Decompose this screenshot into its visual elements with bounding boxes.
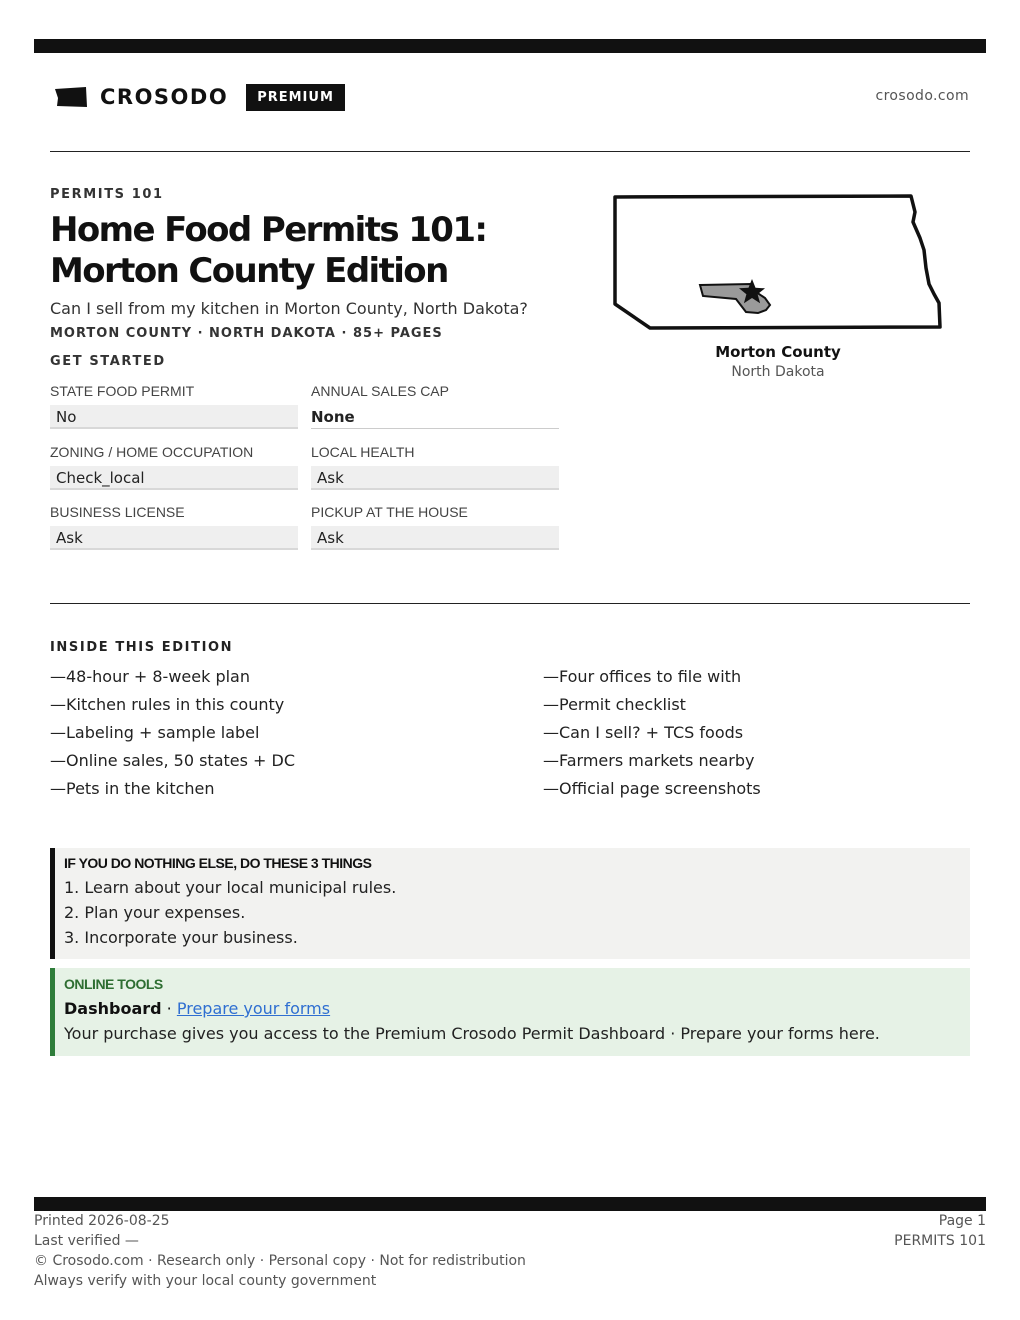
field-label: ZONING / HOME OCCUPATION — [50, 444, 254, 460]
dashboard-label: Dashboard — [64, 999, 162, 1018]
verify-note: Always verify with your local county government — [34, 1273, 377, 1289]
divider — [50, 603, 970, 604]
map-state-label: North Dakota — [731, 364, 825, 380]
field-value: Ask — [50, 526, 298, 550]
last-verified: Last verified — — [34, 1233, 139, 1249]
north-dakota-map-icon — [610, 190, 946, 335]
field-label: STATE FOOD PERMIT — [50, 383, 195, 399]
state-food-permit-field — [50, 383, 298, 429]
edition-meta: MORTON COUNTY · NORTH DAKOTA · 85+ PAGES — [50, 326, 443, 341]
prepare-forms-link[interactable]: Prepare your forms — [176, 999, 331, 1018]
online-tools-callout — [50, 968, 970, 1056]
field-value: No — [50, 405, 298, 429]
copyright: © Crosodo.com · Research only · Personal copy · Not for redistribution — [34, 1253, 526, 1269]
contents-list-right — [543, 666, 761, 806]
page-title: Home Food Permits 101: Morton County Edition — [50, 210, 487, 291]
list-item: —Farmers markets nearby — [543, 751, 755, 770]
page-number: Page 1 — [938, 1213, 986, 1229]
business-license-field — [50, 504, 298, 550]
inside-edition-heading: INSIDE THIS EDITION — [50, 640, 234, 655]
brand-name: CROSODO — [100, 85, 229, 109]
map-county-label: Morton County — [715, 343, 841, 361]
list-item: —48-hour + 8-week plan — [50, 667, 250, 686]
list-item: —Online sales, 50 states + DC — [50, 751, 296, 770]
field-label: LOCAL HEALTH — [311, 444, 415, 460]
list-item: —Pets in the kitchen — [50, 779, 215, 798]
contents-list-left — [50, 666, 295, 806]
printed-date: Printed 2026-08-25 — [34, 1213, 170, 1229]
field-label: PICKUP AT THE HOUSE — [311, 504, 468, 520]
brand — [54, 82, 345, 112]
page-subtitle: Can I sell from my kitchen in Morton County, North Dakota? — [50, 299, 528, 318]
list-item: —Four offices to file with — [543, 667, 742, 686]
field-value: None — [311, 405, 559, 429]
list-item: 2. Plan your expenses. — [64, 903, 246, 922]
zoning-field — [50, 444, 298, 490]
field-value: Ask — [311, 526, 559, 550]
divider — [50, 151, 970, 152]
field-value: Ask — [311, 466, 559, 490]
list-item: 3. Incorporate your business. — [64, 928, 298, 947]
list-item: —Can I sell? + TCS foods — [543, 723, 744, 742]
steps-list — [64, 877, 970, 952]
callout-heading: IF YOU DO NOTHING ELSE, DO THESE 3 THINGS — [64, 855, 372, 871]
section-kicker: PERMITS 101 — [50, 187, 164, 202]
state-logo-icon — [54, 86, 88, 108]
list-item: —Permit checklist — [543, 695, 686, 714]
list-item: 1. Learn about your local municipal rules. — [64, 878, 397, 897]
field-label: BUSINESS LICENSE — [50, 504, 185, 520]
get-started-heading: GET STARTED — [50, 354, 166, 369]
separator: · — [161, 999, 177, 1018]
tools-description: Your purchase gives you access to the Premium Crosodo Permit Dashboard · Prepare your forms here. — [64, 1024, 880, 1043]
three-things-callout — [50, 848, 970, 959]
field-value: Check_local — [50, 466, 298, 490]
field-label: ANNUAL SALES CAP — [311, 383, 449, 399]
tools-links — [64, 999, 970, 1018]
site-url[interactable]: crosodo.com — [875, 88, 969, 104]
tools-heading: ONLINE TOOLS — [64, 976, 163, 992]
footer-right — [894, 1211, 986, 1251]
bottom-bar — [34, 1197, 986, 1211]
footer-left — [34, 1211, 526, 1291]
list-item: —Official page screenshots — [543, 779, 761, 798]
footer-section: PERMITS 101 — [894, 1233, 986, 1249]
top-bar — [34, 39, 986, 53]
premium-badge: PREMIUM — [246, 84, 345, 111]
list-item: —Kitchen rules in this county — [50, 695, 285, 714]
list-item: —Labeling + sample label — [50, 723, 260, 742]
pickup-field — [311, 504, 559, 550]
annual-sales-cap-field — [311, 383, 559, 429]
local-health-field — [311, 444, 559, 490]
